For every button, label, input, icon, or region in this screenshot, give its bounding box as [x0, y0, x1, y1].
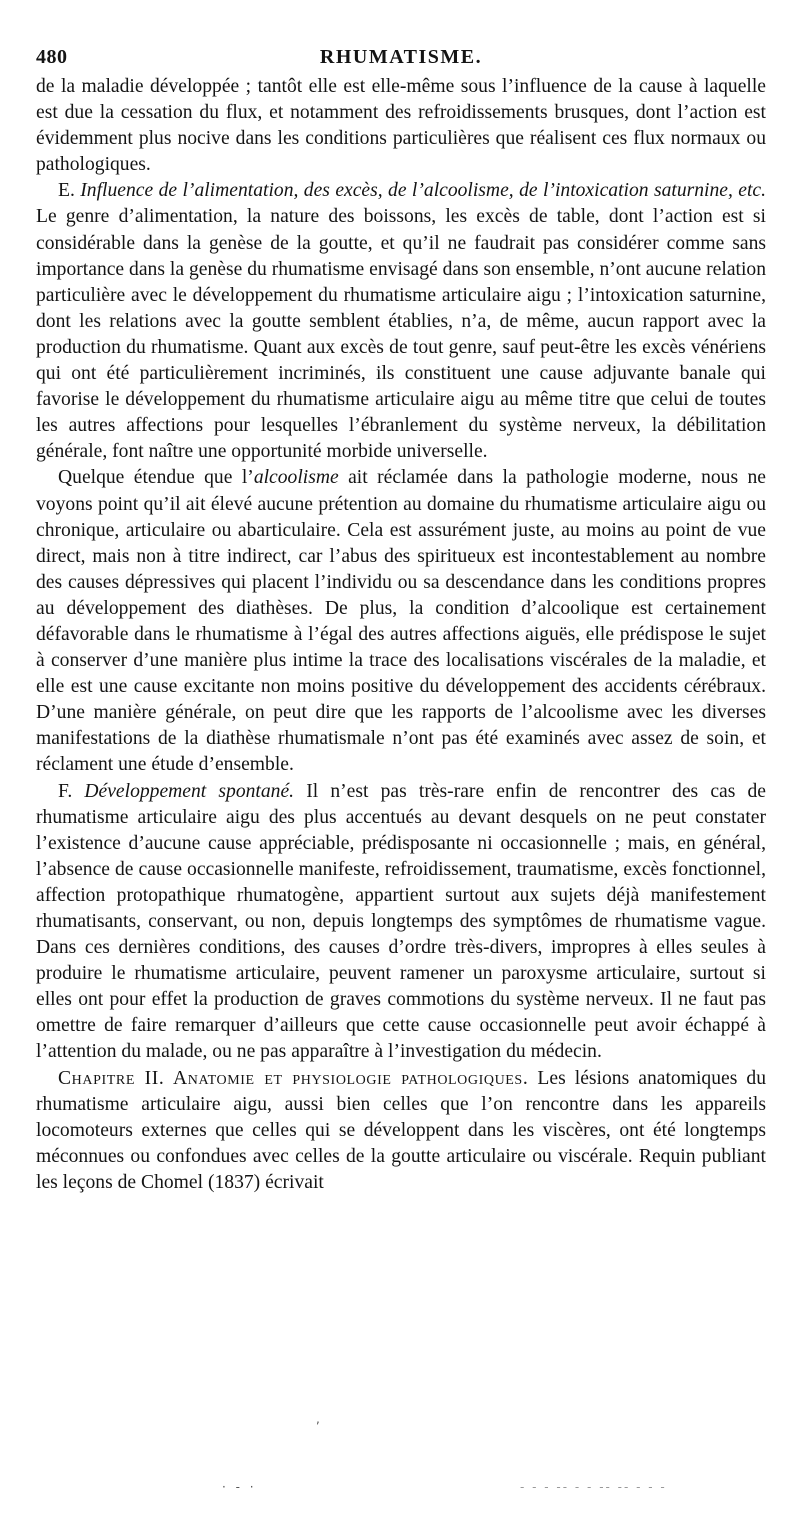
print-speck: ,: [316, 1412, 320, 1426]
book-page: [36, 46, 766, 1196]
print-speck: - - - -- - - -- -- - - -: [520, 1480, 667, 1494]
italic-term: alcoolisme: [253, 467, 339, 489]
running-title: RHUMATISME.: [319, 46, 483, 68]
section-letter: F.: [58, 780, 85, 802]
paragraph-chapter-ii: [36, 1066, 766, 1196]
running-header: [36, 46, 766, 74]
section-heading: Influence de l’alimentation, des excès, de l’alcoolisme, de l’intoxication saturnine, etc.: [80, 180, 767, 202]
page-number: 480: [36, 46, 68, 68]
print-speck: · - ·: [222, 1480, 257, 1494]
paragraph-text: Quelque étendue que l’: [58, 467, 254, 489]
paragraph-alcoolisme: [36, 465, 766, 778]
paragraph-text: de la maladie développée ; tantôt elle est elle-même sous l’influence de la cause à laquelle est due la cessation du flux, et notamment des refroidissements brusques, dont l’action est évidemment plus nocive dans les conditions particulières que réalisent ces flux normaux ou pathologiques.: [36, 76, 766, 176]
section-letter: E.: [58, 180, 81, 202]
section-heading: Développement spontané.: [84, 780, 295, 802]
paragraph-text: ait réclamée dans la pathologie moderne, nous ne voyons point qu’il ait élevé aucune prétention au domaine du rhumatisme articulaire aigu ou chronique, articulaire ou abarticulaire. Cela est assurément juste, au moins au point de vue direct, mais non à titre indirect, car l’abus des spiritueux est incontestablement au nombre des causes dépressives qui placent l’individu ou sa descendance dans les conditions propres au développement des diathèses. De plus, la condition d’alcoolique est certainement défavorable dans le rhumatisme à l’égal des autres affections aiguës, elle prédispose le sujet à conserver d’une manière plus intime la trace des localisations viscérales de la maladie, et elle est une cause excitante non moins positive du développement des accidents cérébraux. D’une manière générale, on peut dire que les rapports de l’alcoolisme avec les diverses manifestations de la diathèse rhumatismale n’ont pas été examinés avec assez de soin, et réclament une étude d’ensemble.: [36, 467, 767, 776]
paragraph-section-f: [36, 779, 766, 1066]
paragraph-text: Les lésions anatomiques du rhumatisme articulaire aigu, aussi bien celles que l’on rencontre dans les appareils locomoteurs externes que celles qui se développent dans les viscères, ont été longtemps méconnues ou confondues avec celles de la goutte articulaire ou viscérale. Requin publiant les leçons de Chomel (1837) écrivait: [36, 1067, 766, 1193]
paragraph-continuation: [36, 74, 766, 178]
chapter-heading: Chapitre II. Anatomie et physiologie pathologiques.: [58, 1067, 529, 1089]
paragraph-text: Il n’est pas très-rare enfin de rencontrer des cas de rhumatisme articulaire aigu des plus accentués au devant desquels on ne peut constater l’existence d’aucune cause appréciable, prédisposante ni occasionnelle ; mais, en général, l’absence de cause occasionnelle manifeste, refroidissement, traumatisme, excès fonctionnel, affection protopathique rhumatogène, appartient surtout aux sujets déjà manifestement rhumatisants, conservant, ou non, depuis longtemps des symptômes de rhumatisme vague. Dans ces dernières conditions, des causes d’ordre très-divers, impropres à elles seules à produire le rhumatisme articulaire, peuvent ramener un paroxysme articulaire, surtout si elles ont pour effet la production de graves commotions du système nerveux. Il ne faut pas omettre de faire remarquer d’ailleurs que cette cause occasionnelle peut avoir échappé à l’attention du malade, ou ne pas apparaître à l’investigation du médecin.: [36, 780, 766, 1063]
paragraph-section-e: [36, 178, 766, 465]
paragraph-text: Le genre d’alimentation, la nature des boissons, les excès de table, dont l’action est si considérable dans la genèse de la goutte, et qu’il ne faudrait pas considérer comme sans importance dans la genèse du rhumatisme envisagé dans son ensemble, n’ont aucune relation particulière avec le développement du rhumatisme articulaire aigu ; l’intoxication saturnine, dont les relations avec la goutte semblent établies, n’a, de même, aucun rapport avec la production du rhumatisme. Quant aux excès de tout genre, sauf peut-être les excès vénériens qui ont été particulièrement incriminés, ils constituent une cause adjuvante banale qui favorise le développement du rhumatisme articulaire aigu au même titre que celui de toutes les autres affections pour lesquelles l’ébranlement du système nerveux, la débilitation générale, font naître une opportunité morbide universelle.: [36, 206, 766, 463]
